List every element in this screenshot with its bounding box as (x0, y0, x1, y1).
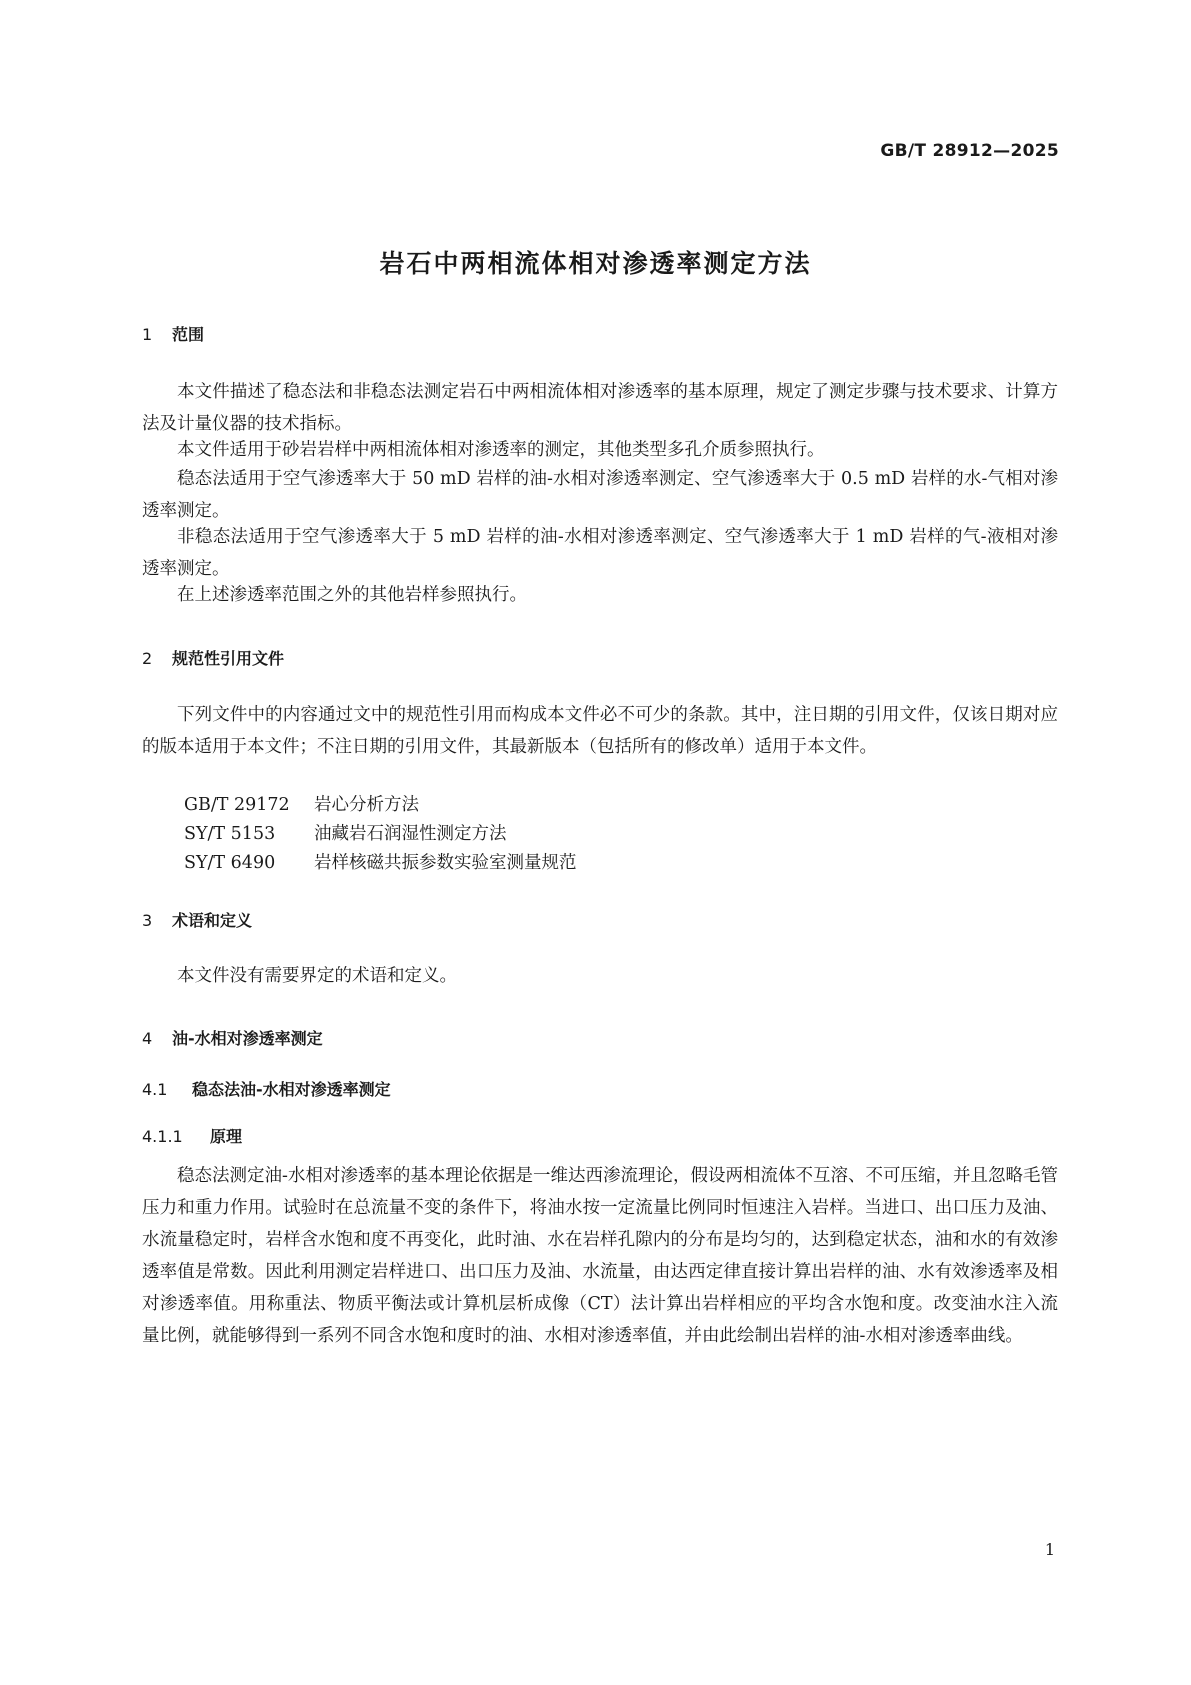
section-title: 规范性引用文件 (172, 649, 285, 668)
section-2-heading (142, 646, 284, 669)
reference-title: 岩心分析方法 (314, 795, 419, 815)
section-number: 1 (142, 325, 153, 344)
reference-item (184, 791, 419, 816)
section-title: 范围 (172, 325, 205, 344)
section-title: 原理 (210, 1127, 243, 1146)
subsection-4-1-heading (142, 1077, 391, 1100)
standard-number: GB/T 28912—2025 (880, 141, 1059, 161)
section-number: 4.1 (142, 1080, 168, 1099)
section-4-heading (142, 1026, 323, 1049)
reference-item (184, 820, 507, 845)
page-number: 1 (1044, 1540, 1055, 1559)
reference-item (184, 849, 577, 874)
scope-paragraph: 非稳态法适用于空气渗透率大于 5 mD 岩样的油-水相对渗透率测定、空气渗透率大于 1 mD 岩样的气-液相对渗透率测定。 (142, 527, 1058, 579)
section-number: 4 (142, 1029, 153, 1048)
scope-paragraph: 本文件描述了稳态法和非稳态法测定岩石中两相流体相对渗透率的基本原理，规定了测定步骤与技术要求、计算方法及计量仪器的技术指标。 (142, 382, 1058, 434)
section-3-heading (142, 908, 252, 931)
reference-code: GB/T 29172 (184, 795, 290, 815)
section-title: 油-水相对渗透率测定 (172, 1029, 323, 1048)
section-number: 2 (142, 649, 153, 668)
reference-code: SY/T 6490 (184, 853, 276, 873)
reference-title: 油藏岩石润湿性测定方法 (314, 824, 507, 844)
section-title: 稳态法油-水相对渗透率测定 (192, 1080, 391, 1099)
document-title: 岩石中两相流体相对渗透率测定方法 (379, 249, 812, 278)
section-number: 4.1.1 (142, 1127, 183, 1146)
section-1-heading (142, 322, 204, 345)
section-number: 3 (142, 911, 153, 930)
scope-paragraph: 在上述渗透率范围之外的其他岩样参照执行。 (177, 585, 527, 605)
scope-paragraph: 稳态法适用于空气渗透率大于 50 mD 岩样的油-水相对渗透率测定、空气渗透率大于 0.5 mD 岩样的水-气相对渗透率测定。 (142, 469, 1058, 521)
principle-paragraph: 稳态法测定油-水相对渗透率的基本理论依据是一维达西渗流理论，假设两相流体不互溶、不可压缩，并且忽略毛管压力和重力作用。试验时在总流量不变的条件下，将油水按一定流量比例同时恒速注入岩样。当进口、出口压力及油、水流量稳定时，岩样含水饱和度不再变化，此时油、水在岩样孔隙内的分布是均匀的，达到稳定状态，油和水的有效渗透率值是常数。因此利用测定岩样进口、出口压力及油、水流量，由达西定律直接计算出岩样的油、水有效渗透率及相对渗透率值。用称重法、物质平衡法或计算机层析成像（CT）法计算出岩样相应的平均含水饱和度。改变油水注入流量比例，就能够得到一系列不同含水饱和度时的油、水相对渗透率值，并由此绘制出岩样的油-水相对渗透率曲线。 (142, 1166, 1058, 1346)
reference-title: 岩样核磁共振参数实验室测量规范 (314, 853, 577, 873)
subsection-4-1-1-heading (142, 1124, 242, 1147)
terms-paragraph: 本文件没有需要界定的术语和定义。 (177, 966, 457, 986)
reference-code: SY/T 5153 (184, 824, 276, 844)
scope-paragraph: 本文件适用于砂岩岩样中两相流体相对渗透率的测定，其他类型多孔介质参照执行。 (177, 440, 825, 460)
section-title: 术语和定义 (172, 911, 253, 930)
references-intro: 下列文件中的内容通过文中的规范性引用而构成本文件必不可少的条款。其中，注日期的引用文件，仅该日期对应的版本适用于本文件；不注日期的引用文件，其最新版本（包括所有的修改单）适用于本文件。 (142, 705, 1058, 757)
